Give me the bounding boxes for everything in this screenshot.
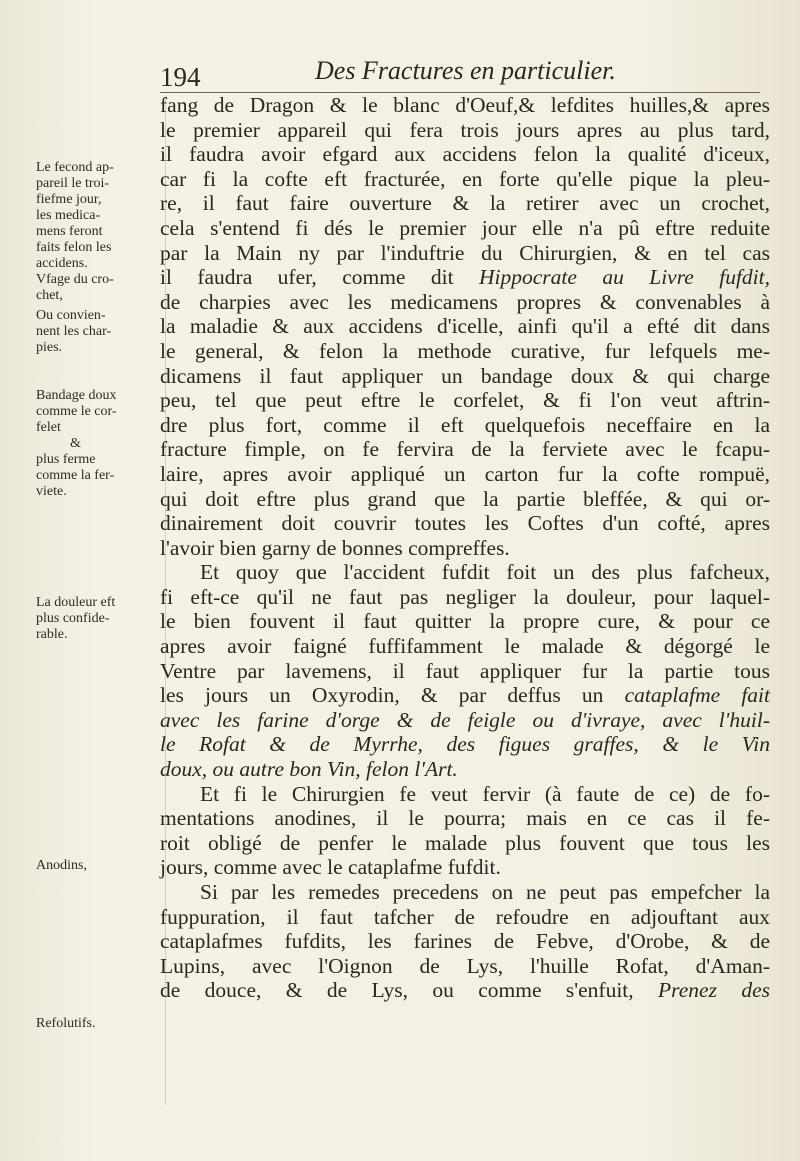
text-line: Si par les remedes precedens on ne peut pas empefcher la — [200, 880, 770, 904]
text-line: la maladie & aux accidens d'icelle, ainfi qu'il a efté dit dans — [160, 314, 770, 339]
text-line: fracture fimple, on fe fervira de la ferviete avec le fcapu- — [160, 437, 770, 462]
margin-note-line: plus confide- — [36, 611, 110, 626]
margin-note-line: fiefme jour, — [36, 192, 102, 207]
text-line — [160, 732, 770, 757]
text-line: qui doit eftre plus grand que la partie bleffée, & qui or- — [160, 486, 770, 511]
text-line: Ventre par lavemens, il faut appliquer fur la partie tous — [160, 658, 770, 683]
text-line: cataplafmes fufdits, les farines de Febve, d'Orobe, & de — [160, 929, 770, 954]
margin-note-line: La douleur eft — [36, 595, 116, 610]
text-line: Lupins, avec l'Oignon de Lys, l'huille Rofat, d'Aman- — [160, 953, 770, 978]
italic-text: le Rofat & de Myrrhe, des figues graffes, & le Vin — [160, 732, 770, 757]
margin-note-line: & — [70, 436, 81, 451]
page-number: 194 — [160, 62, 201, 92]
text-line: les jours un Oxyrodin, & par deffus un cataplafme fait — [160, 683, 770, 708]
margin-note-second-dressing — [36, 160, 162, 272]
margin-note-line: les medica- — [36, 208, 101, 223]
margin-note-line: Le fecond ap- — [36, 160, 114, 175]
text-line: de douce, & de Lys, ou comme s'enfuit, Prenez des — [160, 978, 770, 1003]
text-line: fuppuration, il faut tafcher de refoudre en adjouftant aux — [160, 904, 770, 929]
text-line: jours, comme avec le cataplafme fufdit. — [160, 855, 501, 880]
margin-note-line: faits felon les — [36, 240, 112, 255]
margin-note-line: rable. — [36, 627, 68, 642]
text-line: laire, apres avoir appliqué un carton fur la cofte rompuë, — [160, 461, 770, 486]
italic-text: Hippocrate au Livre fufdit, — [453, 265, 770, 290]
margin-note-line: pareil le troi- — [36, 176, 110, 191]
text-line: fang de Dragon & le blanc d'Oeuf,& lefdites huilles,& apres — [160, 93, 770, 117]
text-line: il faudra avoir efgard aux accidens felon la qualité d'iceux, — [160, 142, 770, 167]
margin-note-bandage — [36, 388, 162, 500]
text-line: Et quoy que l'accident fufdit foit un des plus fafcheux, — [200, 560, 770, 585]
margin-note-line: comme la fer- — [36, 468, 115, 483]
text-line: car fi la cofte eft fracturée, en forte qu'elle pique la pleu- — [160, 166, 770, 191]
text-line: roit obligé de penfer le malade plus fouvent que tous les — [160, 830, 770, 855]
text-line: dinairement doit couvrir toutes les Coftes d'un cofté, apres — [160, 511, 770, 536]
margin-note-line: accidens. — [36, 256, 88, 271]
text-line: dre plus fort, comme il eft quelquefois neceffaire en la — [160, 412, 770, 437]
running-title: Des Fractures en particulier. — [315, 56, 616, 85]
italic-text: Prenez des — [633, 978, 770, 1003]
margin-note-line: comme le cor- — [36, 404, 117, 419]
page-header — [160, 52, 760, 93]
text-line: peu, tel que peut eftre le corfelet, & fi l'on veut aftrin- — [160, 388, 770, 413]
margin-note-line: viete. — [36, 484, 67, 499]
text-line: re, il faut faire ouverture & la retirer avec un crochet, — [160, 191, 770, 216]
text-line: apres avoir faigné fuffifamment le malade & dégorgé le — [160, 634, 770, 659]
margin-note-line: chet, — [36, 288, 63, 303]
text-line — [160, 708, 770, 733]
text-line: par la Main ny par l'induftrie du Chirurgien, & en tel cas — [160, 240, 770, 265]
margin-note-pain — [36, 595, 162, 643]
margin-note-line: pies. — [36, 340, 63, 355]
body-text — [160, 93, 770, 1003]
text-line — [160, 757, 770, 782]
margin-note-line: felet — [36, 420, 61, 435]
text-line: le general, & felon la methode curative, fur lefquels me- — [160, 338, 770, 363]
text-line: il faudra ufer, comme dit Hippocrate au Livre fufdit, — [160, 265, 770, 290]
margin-note-anodynes — [36, 858, 162, 874]
italic-text: doux, ou autre bon Vin, felon l'Art. — [160, 757, 458, 782]
margin-note-line: Vfage du cro- — [36, 272, 114, 287]
margin-note-line: Anodins, — [36, 858, 87, 873]
text-line: le bien fouvent il faut quitter la propre cure, & pour ce — [160, 609, 770, 634]
margin-note-line: Refolutifs. — [36, 1016, 96, 1031]
text-line: le premier appareil qui fera trois jours apres au plus tard, — [160, 117, 770, 142]
margin-note-resolvents — [36, 1016, 162, 1032]
margin-note-line: nent les char- — [36, 324, 112, 339]
text-line: de charpies avec les medicamens propres & convenables à — [160, 289, 770, 314]
text-line: dicamens il faut appliquer un bandage doux & qui charge — [160, 363, 770, 388]
text-line: l'avoir bien garny de bonnes compreffes. — [160, 535, 510, 560]
text-line: fi eft-ce qu'il ne faut pas negliger la douleur, pour laquel- — [160, 584, 770, 609]
italic-text: avec les farine d'orge & de feigle ou d'ivraye, avec l'huil- — [160, 707, 770, 732]
margin-note-line: plus ferme — [36, 452, 96, 467]
margin-note-line: Ou convien- — [36, 308, 106, 323]
italic-text: cataplafme fait — [603, 683, 770, 708]
margin-note-line: Bandage doux — [36, 388, 117, 403]
margin-note-lint — [36, 308, 162, 356]
margin-note-crochet-use — [36, 272, 162, 304]
text-line: mentations anodines, il le pourra; mais en ce cas il fe- — [160, 806, 770, 831]
margin-note-line: mens feront — [36, 224, 103, 239]
text-line: cela s'entend fi dés le premier jour elle n'a pû eftre reduite — [160, 215, 770, 240]
text-line: Et fi le Chirurgien fe veut fervir (à faute de ce) de fo- — [200, 781, 770, 806]
